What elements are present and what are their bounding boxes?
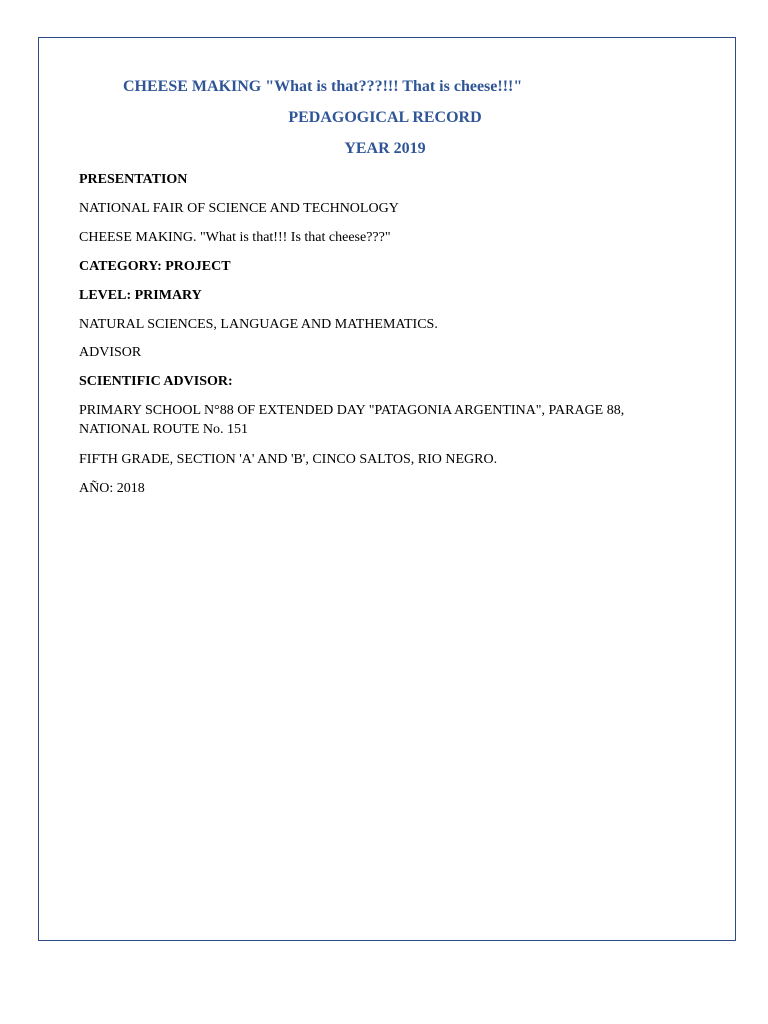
year-heading [0,139,768,159]
scientific-advisor-label: SCIENTIFIC ADVISOR: [79,374,233,389]
subjects: NATURAL SCIENCES, LANGUAGE AND MATHEMATICS. [79,317,438,332]
school-info: PRIMARY SCHOOL N°88 OF EXTENDED DAY "PATAGONIA ARGENTINA", PARAGE 88, NATIONAL ROUTE No. 151 [79,403,625,437]
document-title: CHEESE MAKING "What is that???!!! That is cheese!!!" [123,78,523,95]
fair-name: NATIONAL FAIR OF SCIENCE AND TECHNOLOGY [79,201,399,216]
record-heading-text: PEDAGOGICAL RECORD [288,109,482,126]
record-heading [0,108,768,128]
year-heading-text: YEAR 2019 [344,140,426,157]
year-info: AÑO: 2018 [79,481,145,496]
presentation-heading: PRESENTATION [79,172,188,187]
advisor-label: ADVISOR [79,345,142,360]
level-label: LEVEL: PRIMARY [79,288,202,303]
category-label: CATEGORY: PROJECT [79,259,231,274]
project-title: CHEESE MAKING. "What is that!!! Is that cheese???" [79,230,391,245]
grade-info: FIFTH GRADE, SECTION 'A' AND 'B', CINCO SALTOS, RIO NEGRO. [79,452,498,467]
